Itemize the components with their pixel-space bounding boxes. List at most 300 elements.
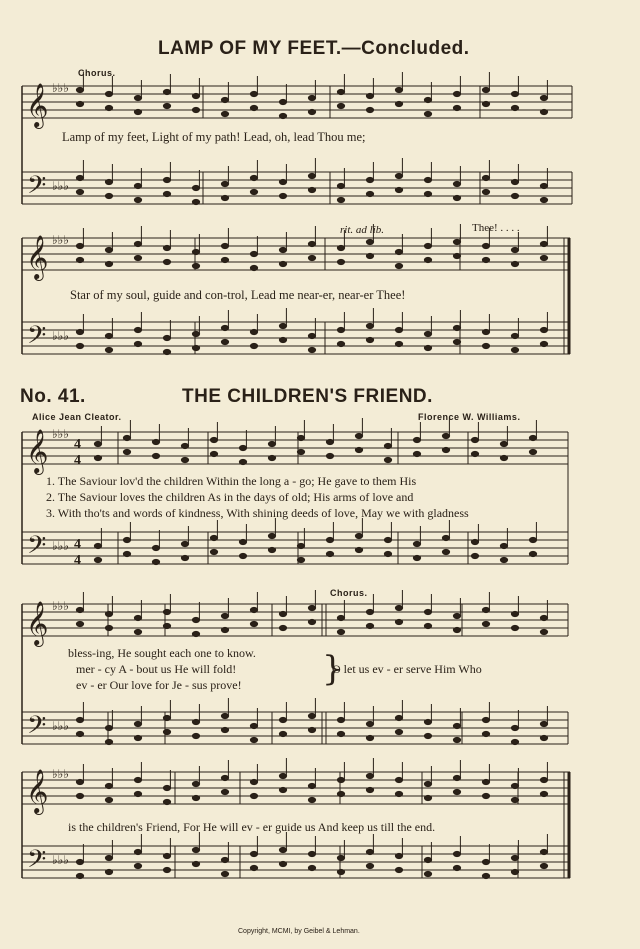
svg-text:4: 4 — [74, 437, 81, 452]
note-head — [424, 733, 431, 738]
note-head — [482, 257, 489, 262]
svg-text:𝄢: 𝄢 — [27, 711, 47, 746]
composer: Florence W. Williams. — [418, 412, 521, 422]
note-head — [424, 795, 431, 800]
note-head — [395, 619, 402, 624]
note-head — [192, 345, 199, 350]
note-head — [105, 739, 112, 744]
staff-bass-4 — [22, 712, 568, 744]
note-head — [540, 255, 547, 260]
note-head — [395, 101, 402, 106]
note-head — [163, 103, 170, 108]
note-head — [308, 241, 315, 246]
note-head — [384, 443, 391, 448]
svg-text:♭♭♭: ♭♭♭ — [52, 539, 69, 553]
svg-text:𝄢: 𝄢 — [27, 171, 47, 206]
note-head — [192, 631, 199, 636]
note-head — [94, 455, 101, 460]
svg-text:♭♭♭: ♭♭♭ — [52, 599, 69, 613]
note-head — [453, 737, 460, 742]
note-head — [105, 105, 112, 110]
note-head — [250, 175, 257, 180]
note-head — [308, 333, 315, 338]
note-head — [453, 239, 460, 244]
note-head — [366, 337, 373, 342]
note-head — [471, 539, 478, 544]
note-head — [152, 545, 159, 550]
note-head — [134, 183, 141, 188]
note-head — [221, 97, 228, 102]
note-head — [366, 253, 373, 258]
note-head — [366, 773, 373, 778]
note-head — [424, 781, 431, 786]
svg-text:♭♭♭: ♭♭♭ — [52, 427, 69, 441]
note-head — [76, 859, 83, 864]
note-head — [221, 181, 228, 186]
note-head — [529, 449, 536, 454]
note-head — [163, 867, 170, 872]
note-head — [326, 551, 333, 556]
note-head — [540, 183, 547, 188]
note-head — [163, 853, 170, 858]
svg-text:4: 4 — [74, 537, 81, 552]
note-head — [221, 857, 228, 862]
note-head — [511, 193, 518, 198]
note-head — [123, 537, 130, 542]
note-head — [366, 735, 373, 740]
note-head — [453, 775, 460, 780]
note-head — [482, 189, 489, 194]
note-head — [123, 435, 130, 440]
note-head — [424, 719, 431, 724]
note-head — [482, 343, 489, 348]
note-head — [326, 453, 333, 458]
note-head — [221, 243, 228, 248]
note-head — [308, 797, 315, 802]
note-head — [134, 615, 141, 620]
note-head — [540, 241, 547, 246]
hymn-number: No. 41. — [20, 386, 86, 407]
note-head — [134, 735, 141, 740]
note-head — [192, 795, 199, 800]
note-head — [337, 103, 344, 108]
note-head — [163, 245, 170, 250]
note-head — [395, 249, 402, 254]
note-head — [134, 197, 141, 202]
note-head — [540, 777, 547, 782]
note-head — [134, 327, 141, 332]
note-head — [105, 261, 112, 266]
line2-verse-1: bless-ing, He sought each one to know. — [68, 646, 256, 660]
note-head — [482, 779, 489, 784]
note-head — [511, 797, 518, 802]
note-head — [337, 731, 344, 736]
note-head — [134, 777, 141, 782]
note-head — [250, 251, 257, 256]
svg-text:𝄞: 𝄞 — [26, 83, 49, 127]
svg-text:♭♭♭: ♭♭♭ — [52, 767, 69, 781]
note-head — [94, 543, 101, 548]
note-head — [239, 459, 246, 464]
note-head — [250, 865, 257, 870]
svg-text:𝄞: 𝄞 — [26, 769, 49, 813]
note-head — [424, 609, 431, 614]
note-head — [337, 615, 344, 620]
note-head — [94, 441, 101, 446]
note-head — [482, 329, 489, 334]
note-head — [482, 793, 489, 798]
note-head — [76, 87, 83, 92]
note-head — [511, 179, 518, 184]
note-head — [395, 87, 402, 92]
note-head — [453, 253, 460, 258]
note-head — [192, 93, 199, 98]
note-head — [308, 783, 315, 788]
note-head — [152, 453, 159, 458]
note-head — [221, 339, 228, 344]
note-head — [279, 625, 286, 630]
note-head — [366, 191, 373, 196]
note-head — [250, 265, 257, 270]
note-head — [192, 263, 199, 268]
note-head — [529, 551, 536, 556]
note-head — [453, 91, 460, 96]
note-head — [134, 849, 141, 854]
note-head — [366, 849, 373, 854]
note-head — [181, 457, 188, 462]
note-head — [366, 787, 373, 792]
note-head — [210, 437, 217, 442]
staff-treble-2 — [22, 238, 570, 270]
note-head — [540, 197, 547, 202]
note-head — [500, 557, 507, 562]
note-head — [384, 457, 391, 462]
note-head — [395, 173, 402, 178]
note-head — [250, 779, 257, 784]
note-head — [192, 617, 199, 622]
line2-verse-3: ev - er Our love for Je - sus prove! — [76, 678, 242, 692]
note-head — [482, 101, 489, 106]
note-head — [529, 537, 536, 542]
note-head — [337, 717, 344, 722]
note-head — [308, 347, 315, 352]
note-head — [482, 731, 489, 736]
note-head — [453, 851, 460, 856]
note-head — [442, 549, 449, 554]
note-head — [395, 867, 402, 872]
note-head — [163, 729, 170, 734]
note-head — [76, 731, 83, 736]
note-head — [279, 787, 286, 792]
note-head — [453, 613, 460, 618]
note-head — [424, 111, 431, 116]
note-head — [221, 111, 228, 116]
note-head — [395, 715, 402, 720]
note-head — [239, 445, 246, 450]
svg-text:♭♭♭: ♭♭♭ — [52, 719, 69, 733]
note-head — [395, 791, 402, 796]
lyricist: Alice Jean Cleator. — [32, 412, 122, 422]
note-head — [250, 737, 257, 742]
note-head — [250, 621, 257, 626]
note-head — [76, 189, 83, 194]
note-head — [250, 329, 257, 334]
note-head — [76, 717, 83, 722]
note-head — [250, 607, 257, 612]
note-head — [471, 553, 478, 558]
note-head — [105, 797, 112, 802]
note-head — [540, 863, 547, 868]
note-head — [337, 869, 344, 874]
svg-text:♭♭♭: ♭♭♭ — [52, 853, 69, 867]
note-head — [355, 533, 362, 538]
note-head — [250, 343, 257, 348]
note-head — [453, 865, 460, 870]
note-head — [105, 611, 112, 616]
note-head — [221, 195, 228, 200]
note-head — [163, 335, 170, 340]
note-head — [134, 863, 141, 868]
note-head — [424, 331, 431, 336]
staff-bass-3 — [22, 532, 568, 564]
note-head — [424, 97, 431, 102]
note-head — [221, 325, 228, 330]
note-head — [279, 323, 286, 328]
note-head — [540, 629, 547, 634]
note-head — [279, 193, 286, 198]
note-head — [424, 871, 431, 876]
note-head — [511, 91, 518, 96]
svg-text:𝄢: 𝄢 — [27, 531, 47, 566]
note-head — [134, 629, 141, 634]
note-head — [308, 173, 315, 178]
note-head — [163, 191, 170, 196]
note-head — [308, 619, 315, 624]
note-head — [279, 113, 286, 118]
note-head — [221, 627, 228, 632]
svg-text:𝄢: 𝄢 — [27, 845, 47, 880]
note-head — [134, 109, 141, 114]
note-head — [268, 533, 275, 538]
note-head — [105, 193, 112, 198]
note-head — [297, 543, 304, 548]
note-head — [366, 93, 373, 98]
note-head — [500, 543, 507, 548]
note-head — [308, 713, 315, 718]
note-head — [297, 449, 304, 454]
note-head — [76, 257, 83, 262]
note-head — [395, 777, 402, 782]
note-head — [76, 873, 83, 878]
note-head — [105, 625, 112, 630]
staff-treble-3 — [22, 432, 568, 464]
note-head — [453, 339, 460, 344]
note-head — [250, 91, 257, 96]
chorus-label-2: Chorus. — [330, 588, 368, 598]
note-head — [105, 783, 112, 788]
note-head — [453, 723, 460, 728]
note-head — [337, 629, 344, 634]
note-head — [192, 249, 199, 254]
note-head — [152, 559, 159, 564]
note-head — [297, 435, 304, 440]
final-line: is the children's Friend, For He will ev - er guide us And keep us till the end. — [68, 820, 436, 834]
note-head — [395, 327, 402, 332]
svg-text:♭♭♭: ♭♭♭ — [52, 81, 69, 95]
note-head — [181, 555, 188, 560]
note-head — [210, 535, 217, 540]
note-head — [326, 439, 333, 444]
lyric-line-1: Lamp of my feet, Light of my path! Lead, oh, lead Thou me; — [62, 130, 366, 144]
svg-text:𝄞: 𝄞 — [26, 429, 49, 473]
note-head — [471, 451, 478, 456]
note-head — [366, 623, 373, 628]
note-head — [337, 259, 344, 264]
note-head — [355, 433, 362, 438]
note-head — [76, 607, 83, 612]
note-head — [511, 855, 518, 860]
note-head — [76, 329, 83, 334]
note-head — [511, 261, 518, 266]
note-head — [123, 449, 130, 454]
note-head — [500, 455, 507, 460]
note-head — [529, 435, 536, 440]
note-head — [250, 105, 257, 110]
note-head — [308, 255, 315, 260]
note-head — [181, 443, 188, 448]
note-head — [540, 791, 547, 796]
note-head — [337, 89, 344, 94]
note-head — [326, 537, 333, 542]
note-head — [482, 859, 489, 864]
note-head — [134, 255, 141, 260]
note-head — [424, 257, 431, 262]
note-head — [134, 241, 141, 246]
note-head — [500, 441, 507, 446]
note-head — [511, 739, 518, 744]
svg-text:𝄞: 𝄞 — [26, 235, 49, 279]
note-head — [163, 799, 170, 804]
note-head — [279, 179, 286, 184]
note-head — [366, 323, 373, 328]
verse-brace: } — [322, 649, 344, 689]
note-head — [453, 105, 460, 110]
note-head — [192, 185, 199, 190]
note-head — [424, 243, 431, 248]
note-head — [540, 849, 547, 854]
note-head — [221, 713, 228, 718]
note-head — [279, 861, 286, 866]
note-head — [453, 789, 460, 794]
note-head — [308, 95, 315, 100]
tempo-mark: rit. ad lib. — [340, 224, 385, 236]
note-head — [76, 621, 83, 626]
thee-mark: Thee! . . . . — [472, 222, 520, 234]
note-head — [105, 869, 112, 874]
note-head — [384, 551, 391, 556]
hymn-title: THE CHILDREN'S FRIEND. — [182, 386, 433, 407]
note-head — [482, 621, 489, 626]
note-head — [511, 347, 518, 352]
note-head — [442, 535, 449, 540]
note-head — [355, 447, 362, 452]
note-head — [511, 725, 518, 730]
note-head — [250, 189, 257, 194]
page-title: LAMP OF MY FEET.—Concluded. — [158, 38, 470, 59]
note-head — [105, 347, 112, 352]
note-head — [221, 613, 228, 618]
copyright: Copyright, MCMI, by Geibel & Lehman. — [238, 928, 360, 935]
note-head — [424, 191, 431, 196]
note-head — [395, 341, 402, 346]
svg-text:4: 4 — [74, 553, 81, 568]
note-head — [366, 107, 373, 112]
note-head — [540, 735, 547, 740]
note-head — [163, 89, 170, 94]
note-head — [210, 549, 217, 554]
note-head — [511, 625, 518, 630]
note-head — [308, 851, 315, 856]
line2-verse-2: mer - cy A - bout us He will fold! — [76, 662, 237, 676]
note-head — [366, 239, 373, 244]
note-head — [105, 247, 112, 252]
svg-text:𝄢: 𝄢 — [27, 321, 47, 356]
note-head — [279, 731, 286, 736]
note-head — [192, 719, 199, 724]
note-head — [384, 537, 391, 542]
note-head — [163, 609, 170, 614]
note-head — [395, 263, 402, 268]
note-head — [239, 539, 246, 544]
note-head — [395, 605, 402, 610]
note-head — [221, 789, 228, 794]
note-head — [134, 791, 141, 796]
note-head — [511, 105, 518, 110]
note-head — [163, 349, 170, 354]
note-head — [366, 609, 373, 614]
note-head — [482, 175, 489, 180]
note-head — [540, 109, 547, 114]
note-head — [337, 327, 344, 332]
note-head — [395, 729, 402, 734]
note-head — [540, 721, 547, 726]
note-head — [308, 187, 315, 192]
note-head — [221, 775, 228, 780]
verse-1: 1. The Saviour lov'd the children Within the long a - go; He gave to them His — [46, 474, 417, 488]
note-head — [105, 91, 112, 96]
note-head — [366, 177, 373, 182]
note-head — [482, 607, 489, 612]
note-head — [221, 257, 228, 262]
note-head — [308, 865, 315, 870]
svg-text:4: 4 — [74, 453, 81, 468]
svg-text:𝄞: 𝄞 — [26, 601, 49, 645]
verse-2: 2. The Saviour loves the children As in the days of old; His arms of love and — [46, 490, 414, 504]
chorus-text: O let us ev - er serve Him Who — [332, 662, 482, 676]
svg-text:♭♭♭: ♭♭♭ — [52, 329, 69, 343]
note-head — [163, 785, 170, 790]
note-head — [337, 197, 344, 202]
note-head — [355, 547, 362, 552]
note-head — [366, 863, 373, 868]
note-head — [163, 715, 170, 720]
note-head — [308, 109, 315, 114]
note-head — [163, 177, 170, 182]
note-head — [268, 455, 275, 460]
note-head — [134, 721, 141, 726]
note-head — [105, 179, 112, 184]
note-head — [279, 99, 286, 104]
